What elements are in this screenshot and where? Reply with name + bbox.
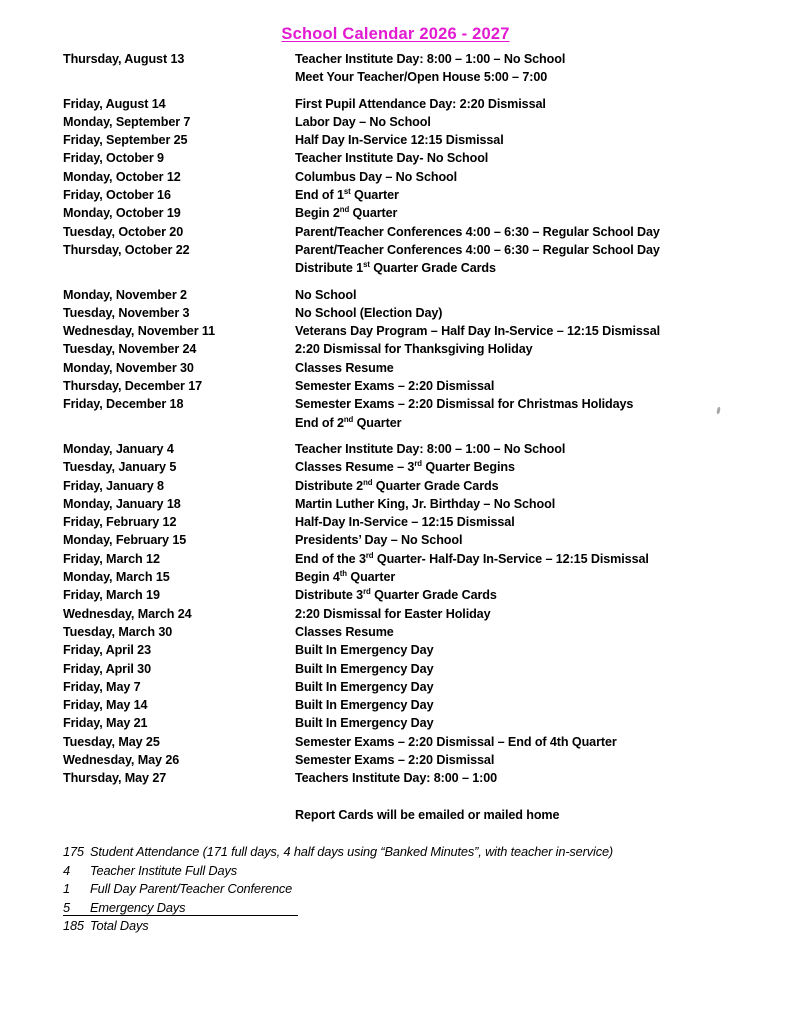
calendar-row xyxy=(63,477,763,495)
calendar-row-date: Thursday, December 17 xyxy=(63,379,203,394)
summary-line-count: 175 xyxy=(63,844,84,859)
calendar-row-date: Monday, February 15 xyxy=(63,533,187,548)
calendar-event-line: Distribute 2nd Quarter Grade Cards xyxy=(295,477,499,493)
calendar-row-events xyxy=(295,304,763,322)
calendar-row-events xyxy=(295,586,763,604)
calendar-row xyxy=(63,678,763,696)
calendar-row-date: Wednesday, May 26 xyxy=(63,752,180,767)
calendar-row xyxy=(63,359,763,377)
calendar-row xyxy=(63,286,763,304)
calendar-row-date: Friday, December 18 xyxy=(63,397,184,412)
calendar-row-date: Monday, October 12 xyxy=(63,169,181,184)
summary-line xyxy=(63,862,763,881)
calendar-row-date: Friday, May 7 xyxy=(63,679,141,694)
calendar-row xyxy=(63,131,763,149)
calendar-event-line: Columbus Day – No School xyxy=(295,169,458,184)
calendar-row-date: Tuesday, May 25 xyxy=(63,734,160,749)
calendar-row-events xyxy=(295,678,763,696)
calendar-event-line: Distribute 3rd Quarter Grade Cards xyxy=(295,587,497,603)
calendar-row xyxy=(63,50,763,87)
calendar-row-events xyxy=(295,223,763,241)
calendar-row-events xyxy=(295,340,763,358)
calendar-row-events xyxy=(295,660,763,678)
calendar-row-date: Monday, November 30 xyxy=(63,360,194,375)
calendar-row-events xyxy=(295,696,763,714)
calendar-row-date: Monday, September 7 xyxy=(63,114,191,129)
calendar-row xyxy=(63,95,763,113)
calendar-row-events xyxy=(295,641,763,659)
calendar-row-events xyxy=(295,623,763,641)
calendar-row xyxy=(63,531,763,549)
calendar-row xyxy=(63,322,763,340)
calendar-row-events xyxy=(295,513,763,531)
calendar-row-date: Friday, May 14 xyxy=(63,698,148,713)
calendar-event-line: Built In Emergency Day xyxy=(295,698,434,713)
summary-line-count: 4 xyxy=(63,862,70,878)
calendar-row-events xyxy=(295,131,763,149)
calendar-row xyxy=(63,168,763,186)
calendar-event-line: Classes Resume – 3rd Quarter Begins xyxy=(295,459,515,475)
calendar-row xyxy=(63,714,763,732)
calendar-event-line: Veterans Day Program – Half Day In-Service – 12:15 Dismissal xyxy=(295,324,661,339)
calendar-row-date: Friday, August 14 xyxy=(63,96,166,111)
calendar-event-line: Labor Day – No School xyxy=(295,114,431,129)
calendar-row-date: Friday, October 9 xyxy=(63,151,164,166)
calendar-row xyxy=(63,696,763,714)
calendar-event-line: Built In Emergency Day xyxy=(295,643,434,658)
calendar-row-date: Tuesday, November 24 xyxy=(63,342,197,357)
calendar-row-events xyxy=(295,495,763,513)
calendar-row-date: Tuesday, November 3 xyxy=(63,305,190,320)
calendar-row-date: Wednesday, March 24 xyxy=(63,606,192,621)
calendar-row-date: Friday, February 12 xyxy=(63,515,177,530)
summary-line xyxy=(63,899,763,918)
calendar-row-events xyxy=(295,769,763,787)
calendar-event-line: Classes Resume xyxy=(295,360,394,375)
calendar-event-line: Semester Exams – 2:20 Dismissal xyxy=(295,379,495,394)
calendar-event-line: Martin Luther King, Jr. Birthday – No School xyxy=(295,496,556,511)
summary-line-count: 5 xyxy=(63,899,70,915)
calendar-row-events xyxy=(295,113,763,131)
calendar-row xyxy=(63,495,763,513)
calendar-row-date: Tuesday, March 30 xyxy=(63,624,173,639)
calendar-event-line: End of 2nd Quarter xyxy=(295,414,402,430)
calendar-event-line: Parent/Teacher Conferences 4:00 – 6:30 – Regular School Day xyxy=(295,224,660,239)
calendar-row-events xyxy=(295,149,763,167)
calendar-row-events xyxy=(295,241,763,278)
calendar-row-date: Tuesday, October 20 xyxy=(63,224,184,239)
calendar-event-line: Teacher Institute Day: 8:00 – 1:00 – No School xyxy=(295,441,566,456)
calendar-row-events xyxy=(295,395,763,432)
calendar-row xyxy=(63,440,763,458)
calendar-row-events xyxy=(295,458,763,476)
summary-line xyxy=(63,843,763,862)
calendar-event-line: No School xyxy=(295,287,357,302)
calendar-event-line: Built In Emergency Day xyxy=(295,679,434,694)
calendar-row-date: Friday, September 25 xyxy=(63,133,188,148)
page-title-container xyxy=(0,25,791,44)
calendar-row xyxy=(63,550,763,568)
calendar-event-line: Begin 2nd Quarter xyxy=(295,205,398,221)
calendar-row-events xyxy=(295,168,763,186)
calendar-row xyxy=(63,605,763,623)
calendar-event-line: Classes Resume xyxy=(295,624,394,639)
calendar-row xyxy=(63,623,763,641)
calendar-event-line: Half-Day In-Service – 12:15 Dismissal xyxy=(295,515,515,530)
calendar-row-date: Friday, March 12 xyxy=(63,551,160,566)
calendar-row xyxy=(63,733,763,751)
calendar-row-events xyxy=(295,605,763,623)
calendar-row-events xyxy=(295,95,763,113)
calendar-row-events xyxy=(295,531,763,549)
page-title: School Calendar 2026 - 2027 xyxy=(281,25,510,43)
calendar-row-events xyxy=(295,50,763,87)
calendar-row xyxy=(63,513,763,531)
calendar-row-events xyxy=(295,550,763,568)
calendar-event-line: Begin 4th Quarter xyxy=(295,568,396,585)
calendar-event-line: 2:20 Dismissal for Thanksgiving Holiday xyxy=(295,342,533,357)
calendar-row xyxy=(63,586,763,604)
calendar-row-events xyxy=(295,204,763,222)
calendar-event-line: Parent/Teacher Conferences 4:00 – 6:30 – Regular School Day xyxy=(295,242,660,257)
calendar-row-date: Friday, January 8 xyxy=(63,478,164,493)
calendar-row-events xyxy=(295,377,763,395)
calendar-event-line: 2:20 Dismissal for Easter Holiday xyxy=(295,606,491,621)
summary-line-text: Total Days xyxy=(90,918,149,933)
calendar-row-events xyxy=(295,322,763,340)
calendar-row-events xyxy=(295,714,763,732)
calendar-event-line: First Pupil Attendance Day: 2:20 Dismissal xyxy=(295,96,546,111)
summary-line-text: Emergency Days xyxy=(90,899,186,915)
calendar-row-events xyxy=(295,477,763,495)
calendar-row xyxy=(63,340,763,358)
calendar-event-line: End of the 3rd Quarter- Half-Day In-Service – 12:15 Dismissal xyxy=(295,550,649,566)
calendar-event-line: Teacher Institute Day- No School xyxy=(295,151,489,166)
calendar-event-line: End of 1st Quarter xyxy=(295,186,399,203)
summary-line-count: 185 xyxy=(63,918,84,933)
calendar-row-date: Monday, November 2 xyxy=(63,287,187,302)
calendar-event-line: Semester Exams – 2:20 Dismissal – End of 4th Quarter xyxy=(295,734,617,749)
calendar-row xyxy=(63,241,763,278)
calendar-row-date: Wednesday, November 11 xyxy=(63,324,216,339)
calendar-row-events xyxy=(295,359,763,377)
calendar-event-line: Teachers Institute Day: 8:00 – 1:00 xyxy=(295,771,498,786)
calendar-row-events xyxy=(295,733,763,751)
calendar-row-date: Friday, October 16 xyxy=(63,188,171,203)
report-cards-note: Report Cards will be emailed or mailed home xyxy=(295,808,560,822)
calendar-row xyxy=(63,223,763,241)
calendar-row-date: Tuesday, January 5 xyxy=(63,460,177,475)
calendar-row xyxy=(63,304,763,322)
calendar-row xyxy=(63,769,763,787)
calendar-row-date: Monday, March 15 xyxy=(63,570,170,585)
day-count-summary xyxy=(63,843,763,936)
calendar-row xyxy=(63,113,763,131)
summary-line-text: Full Day Parent/Teacher Conference xyxy=(90,881,293,896)
calendar-event-line: Teacher Institute Day: 8:00 – 1:00 – No School xyxy=(295,52,566,66)
summary-line-count: 1 xyxy=(63,881,70,896)
calendar-row-date: Thursday, May 27 xyxy=(63,771,167,786)
summary-line-text: Teacher Institute Full Days xyxy=(90,862,237,878)
calendar-row xyxy=(63,377,763,395)
calendar-row-date: Monday, January 4 xyxy=(63,441,174,456)
calendar-row-events xyxy=(295,568,763,586)
summary-line xyxy=(63,917,763,936)
calendar-row-date: Friday, April 23 xyxy=(63,643,151,658)
calendar-row xyxy=(63,458,763,476)
calendar-event-line: No School (Election Day) xyxy=(295,305,443,320)
calendar-row xyxy=(63,568,763,586)
calendar-row-events xyxy=(295,286,763,304)
calendar-row-date: Friday, April 30 xyxy=(63,661,151,676)
calendar-row-date: Thursday, August 13 xyxy=(63,52,185,66)
calendar-event-line: Half Day In-Service 12:15 Dismissal xyxy=(295,133,504,148)
summary-line-text: Student Attendance (171 full days, 4 half days using “Banked Minutes”, with teacher in-service) xyxy=(90,844,614,859)
calendar-row-events xyxy=(295,751,763,769)
calendar-row-date: Friday, May 21 xyxy=(63,716,148,731)
calendar-event-line: Distribute 1st Quarter Grade Cards xyxy=(295,260,496,276)
calendar-row xyxy=(63,751,763,769)
calendar-row xyxy=(63,660,763,678)
calendar-event-line: Semester Exams – 2:20 Dismissal xyxy=(295,752,495,767)
calendar-row xyxy=(63,149,763,167)
calendar-row-events xyxy=(295,186,763,204)
calendar-event-line: Semester Exams – 2:20 Dismissal for Christmas Holidays xyxy=(295,397,634,412)
summary-line xyxy=(63,880,763,899)
calendar-event-line: Built In Emergency Day xyxy=(295,716,434,731)
calendar-event-line: Presidents’ Day – No School xyxy=(295,533,463,548)
calendar-rows-container xyxy=(63,50,763,788)
calendar-row xyxy=(63,395,763,432)
calendar-row xyxy=(63,204,763,222)
calendar-row xyxy=(63,186,763,204)
calendar-row xyxy=(63,641,763,659)
calendar-row-date: Monday, January 18 xyxy=(63,496,181,511)
calendar-row-date: Thursday, October 22 xyxy=(63,242,190,257)
calendar-row-date: Monday, October 19 xyxy=(63,206,181,221)
calendar-event-line: Built In Emergency Day xyxy=(295,661,434,676)
calendar-row-date: Friday, March 19 xyxy=(63,588,160,603)
calendar-event-line: Meet Your Teacher/Open House 5:00 – 7:00 xyxy=(295,70,548,85)
calendar-row-events xyxy=(295,440,763,458)
